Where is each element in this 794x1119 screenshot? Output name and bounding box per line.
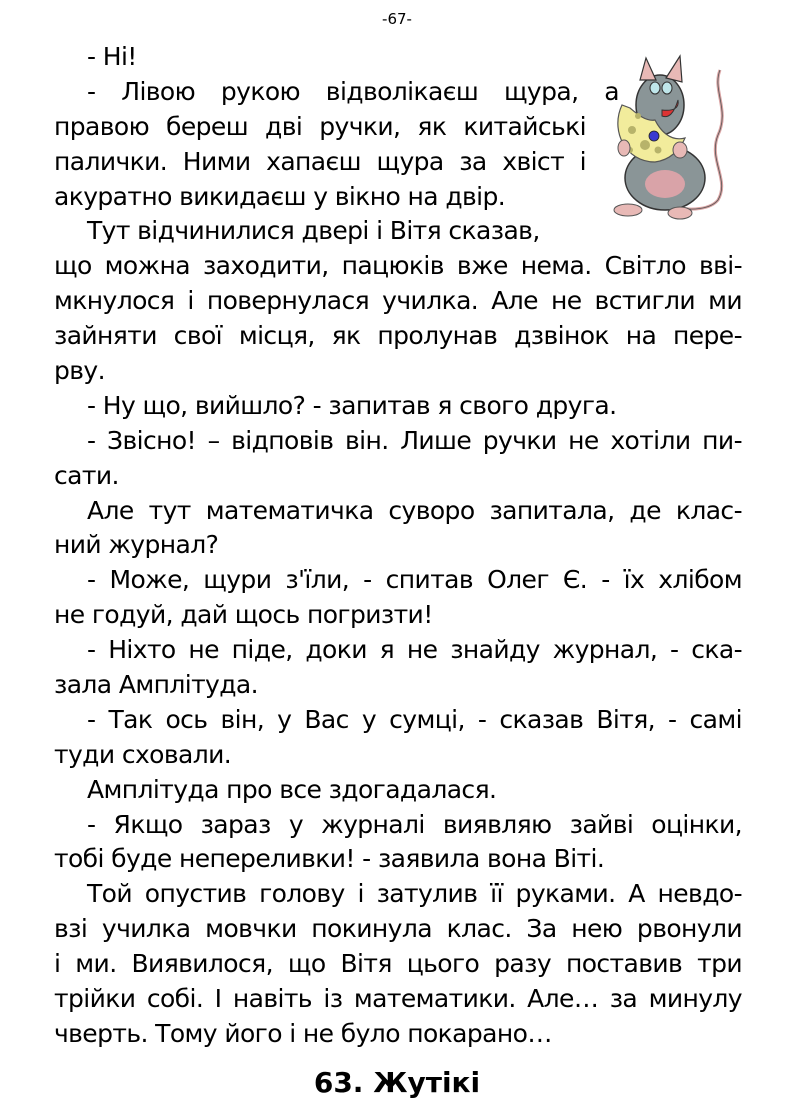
text-line: ний журнал? [54,530,219,560]
text-line: - Якщо зараз у журналі виявляю зайві оцінки, [87,809,742,839]
text-line: - Може, щури з'їли, - спитав Олег Є. - їх хлібом [87,565,742,595]
text-line: не годуй, дай щось погризти! [54,600,433,630]
story-text [54,40,742,1052]
text-line: сати. [54,460,119,490]
text-line: рву. [54,356,105,386]
text-line: зала Амплітуда. [54,670,259,700]
text-line: Той опустив голову і затулив її руками. А невдо- [87,879,742,909]
text-line: правою береш дві ручки, як китайські [54,111,586,141]
text-line: Амплітуда про все здогадалася. [87,774,497,804]
page-number: -67- [382,10,412,28]
text-line: акуратно викидаєш у вікно на двір. [54,181,506,211]
text-line: Тут відчинилися двері і Вітя сказав, [87,216,540,246]
text-line: трійки собі. І навіть із математики. Але… за минулу [54,984,742,1014]
text-line: і ми. Виявилося, що Вітя цього разу поставив три [54,949,742,979]
text-line: - Звісно! – відповів він. Лише ручки не хотіли пи- [87,425,742,455]
text-line: чверть. Тому його і не було покарано… [54,1018,552,1048]
text-line: зайняти свої місця, як пролунав дзвінок на пере- [54,321,742,351]
text-line: - Ні! [87,42,137,71]
text-line: - Лівою рукою відволікаєш щура, а [87,76,619,106]
text-line: - Ніхто не піде, доки я не знайду журнал, - ска- [87,635,742,665]
text-line: мкнулося і повернулася училка. Але не встигли ми [54,286,742,316]
next-story-heading: 63. Жутікі [313,1066,481,1099]
text-line: туди сховали. [54,739,232,769]
text-line: взі училка мовчки покинула клас. За нею рвонули [54,914,742,944]
text-line: що можна заходити, пацюків вже нема. Світло вві- [54,251,742,281]
text-line: - Так ось він, у Вас у сумці, - сказав Вітя, - самі [87,704,742,734]
text-line: палички. Ними хапаєш щура за хвіст і [54,146,586,176]
text-line: - Ну що, вийшло? - запитав я свого друга. [87,390,617,420]
text-line: Але тут математичка суворо запитала, де клас- [87,495,742,525]
text-line: тобі буде непереливки! - заявила вона Віті. [54,844,605,874]
